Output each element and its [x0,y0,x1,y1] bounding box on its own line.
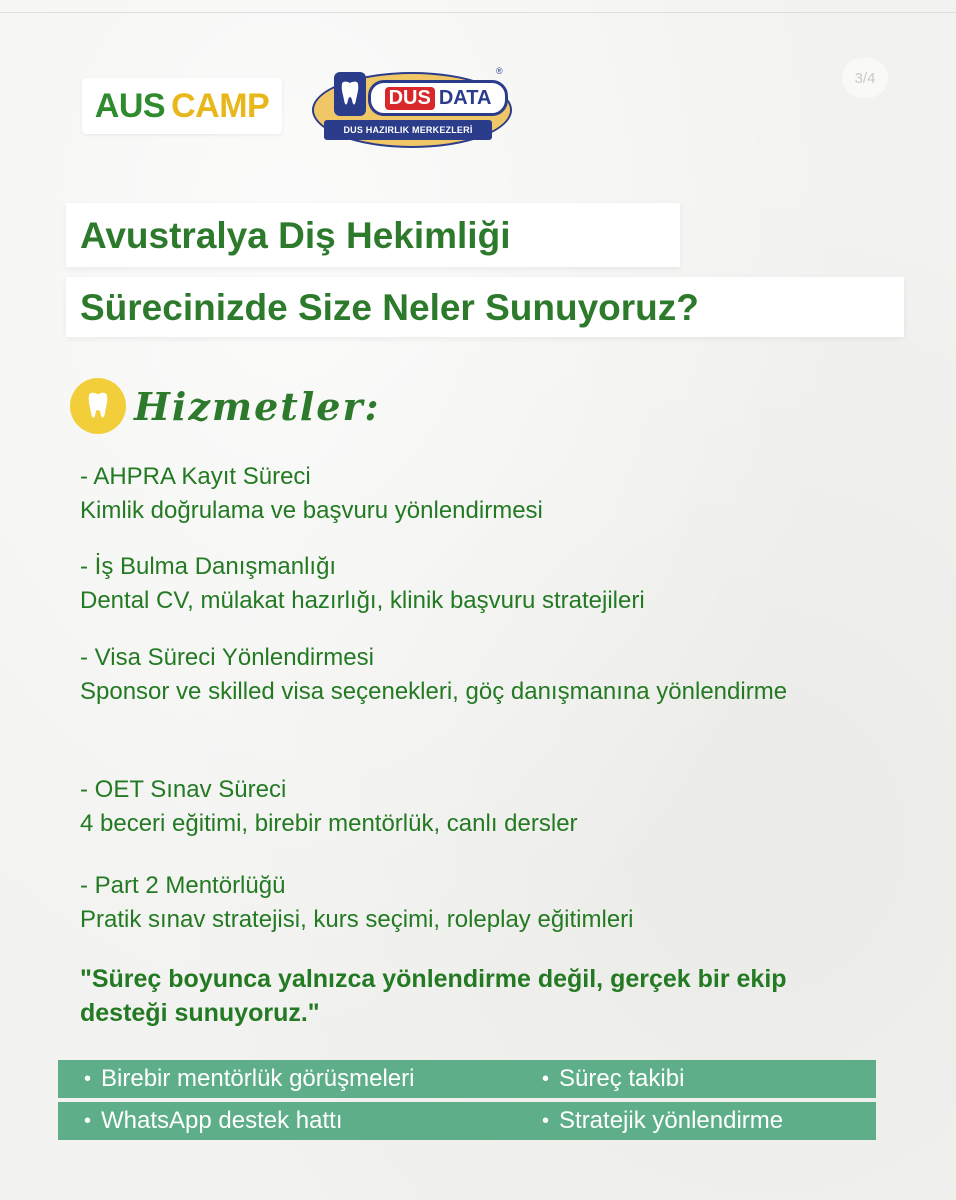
features-row-2 [58,1102,876,1140]
feature-label: Birebir mentörlük görüşmeleri [101,1065,415,1092]
dusdata-wordmark [368,80,508,116]
service-title: - AHPRA Kayıt Süreci [80,463,311,490]
heading-line-2: Sürecinizde Size Neler Sunuyoruz? [66,277,904,337]
service-item-job [80,550,840,618]
tooth-icon [70,378,126,434]
auscamp-logo [82,78,282,134]
service-title: - İş Bulma Danışmanlığı [80,553,337,580]
service-description: Kimlik doğrulama ve başvuru yönlendirmesi [80,497,543,524]
service-title: - OET Sınav Süreci [80,776,287,803]
quote-text: "Süreç boyunca yalnızca yönlendirme değil, gerçek bir ekip desteği sunuyoruz." [80,965,787,1027]
dusdata-tooth-icon [334,72,366,116]
feature-item [84,1107,342,1135]
service-title: - Part 2 Mentörlüğü [80,872,286,899]
bullet: • [542,1067,550,1090]
page-indicator: 3/4 [842,58,888,98]
dusdata-wordmark-data: DATA [438,86,492,109]
feature-item [542,1065,684,1093]
service-description: 4 beceri eğitimi, birebir mentörlük, canlı dersler [80,810,578,837]
service-description: Sponsor ve skilled visa seçenekleri, göç danışmanına yönlendirme [80,678,788,705]
service-item-oet [80,773,840,841]
feature-item [542,1107,783,1135]
dusdata-wordmark-dus: DUS [385,87,435,110]
auscamp-logo-camp: CAMP [171,87,270,125]
dusdata-logo [310,66,510,150]
service-title: - Visa Süreci Yönlendirmesi [80,644,374,671]
feature-item [84,1065,414,1093]
service-description: Dental CV, mülakat hazırlığı, klinik başvuru stratejileri [80,587,645,614]
service-item-ahpra [80,460,840,528]
heading-line-1: Avustralya Diş Hekimliği [66,203,680,267]
dusdata-registered-mark: ® [496,66,503,76]
feature-label: WhatsApp destek hattı [101,1107,343,1134]
features-row-1 [58,1060,876,1098]
top-divider [0,12,956,13]
bullet: • [542,1109,550,1132]
service-description: Pratik sınav stratejisi, kurs seçimi, roleplay eğitimleri [80,906,634,933]
section-title: Hizmetler: [134,384,381,429]
bullet: • [84,1109,92,1132]
feature-label: Stratejik yönlendirme [559,1107,784,1134]
auscamp-logo-aus: AUS [94,87,166,125]
bullet: • [84,1067,92,1090]
dusdata-tagline: DUS HAZIRLIK MERKEZLERİ [324,120,492,140]
service-item-part2 [80,869,840,937]
feature-label: Süreç takibi [559,1065,685,1092]
service-item-visa [80,641,840,709]
